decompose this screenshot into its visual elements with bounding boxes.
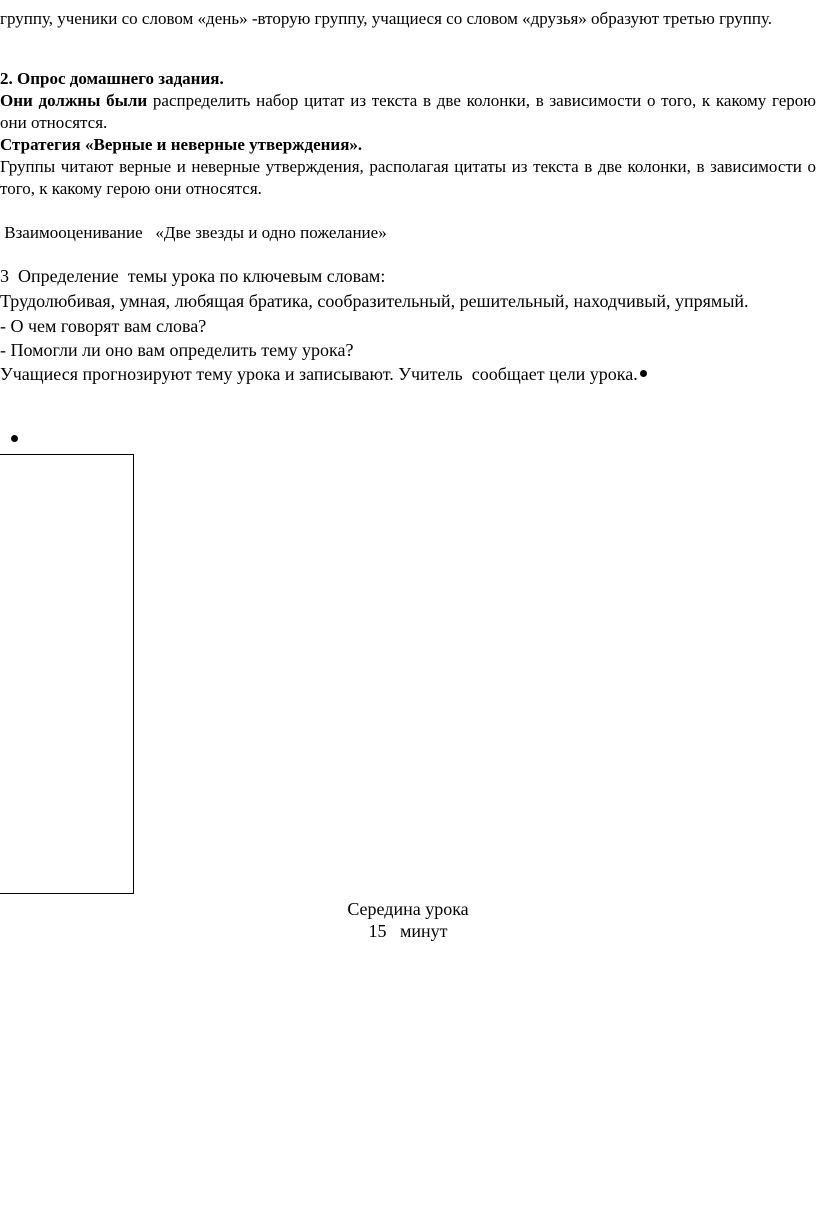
homework-task-paragraph — [0, 90, 816, 134]
question-2: - Помогли ли оно вам определить тему урока? — [0, 340, 354, 360]
strategy-paragraph: Группы читают верные и неверные утверждения, располагая цитаты из текста в две колонки, в зависимости о того, к какому герою они относятся. — [0, 157, 816, 198]
assessment-line: Взаимооценивание «Две звезды и одно пожелание» — [0, 223, 387, 242]
section2-heading: 2. Опрос домашнего задания. — [0, 69, 224, 88]
homework-task-bold: Они должны были — [0, 91, 148, 110]
bullet-dot-icon — [640, 370, 647, 377]
question-1: - О чем говорят вам слова? — [0, 316, 207, 336]
section3-heading: 3 Определение темы урока по ключевым словам: — [0, 266, 386, 286]
conclusion-line — [0, 362, 647, 386]
homework-task-text: распределить набор цитат из текста в две колонки, в зависимости о того, к какому герою они относятся. — [0, 91, 816, 132]
empty-text-frame — [0, 454, 134, 894]
middle-duration: 15 минут — [368, 921, 448, 941]
conclusion-text: Учащиеся прогнозируют тему урока и записывают. Учитель сообщает цели урока. — [0, 364, 638, 384]
intro-paragraph: группу, ученики со словом «день» -вторую группу, учащиеся со словом «друзья» образуют третью группу. — [0, 9, 773, 28]
bullet-dot-icon — [11, 435, 18, 442]
middle-title: Середина урока — [347, 899, 469, 919]
strategy-heading: Стратегия «Верные и неверные утверждения». — [0, 135, 363, 154]
keywords-line: Трудолюбивая, умная, любящая братика, сообразительный, решительный, находчивый, упрямый. — [0, 291, 749, 311]
